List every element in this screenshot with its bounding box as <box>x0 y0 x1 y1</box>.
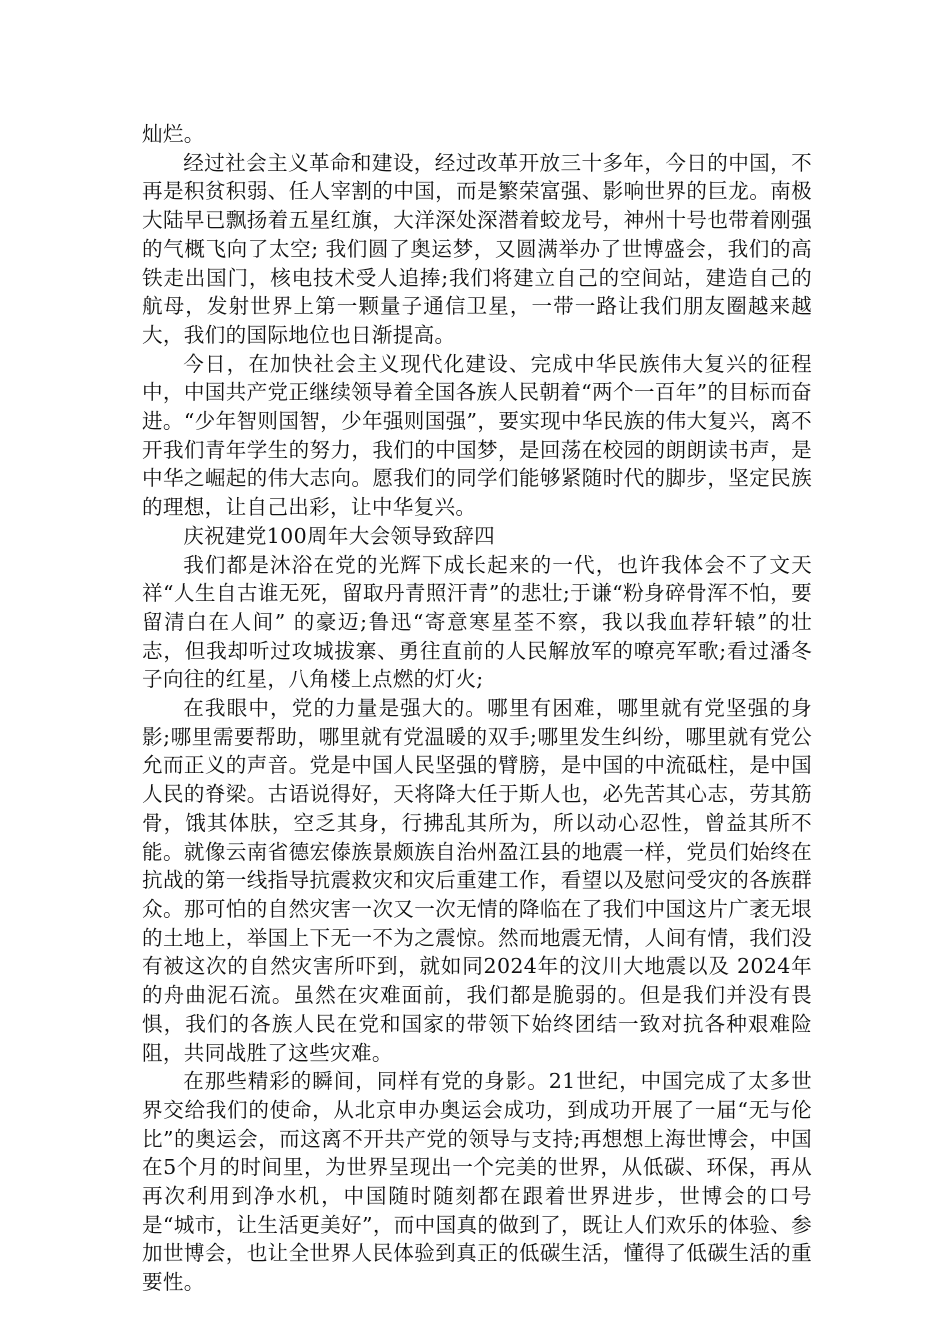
paragraph-5: 在我眼中，党的力量是强大的。哪里有困难，哪里就有党坚强的身影;哪里需要帮助，哪里就有党温暖的双手;哪里发生纠纷，哪里就有党公允而正义的声音。党是中国人民坚强的臂膀，是中国的中流砥柱，是中国人民的脊梁。古语说得好，天将降大任于斯人也，必先苦其心志，劳其筋骨，饿其体肤，空乏其身，行拂乱其所为，所以动心忍性，曾益其所不能。就像云南省德宏傣族景颇族自治州盈江县的地震一样，党员们始终在抗战的第一线指导抗震救灾和灾后重建工作，看望以及慰问受灾的各族群众。那可怕的自然灾害一次又一次无情的降临在了我们中国这片广袤无垠的土地上，举国上下无一不为之震惊。然而地震无情，人间有情，我们没有被这次的自然灾害所吓到，就如同2024年的汶川大地震以及 2024年的舟曲泥石流。虽然在灾难面前，我们都是脆弱的。但是我们并没有畏惧，我们的各族人民在党和国家的带领下始终团结一致对抗各种艰难险阻，共同战胜了这些灾难。 <box>142 696 812 1065</box>
document-page <box>142 120 812 1297</box>
paragraph-3: 今日，在加快社会主义现代化建设、完成中华民族伟大复兴的征程中，中国共产党正继续领导着全国各族人民朝着“两个一百年”的目标而奋进。“少年智则国智，少年强则国强”，要实现中华民族的伟大复兴，离不开我们青年学生的努力，我们的中国梦，是回荡在校园的朗朗读书声，是中华之崛起的伟大志向。愿我们的同学们能够紧随时代的脚步，坚定民族的理想，让自己出彩，让中华复兴。 <box>142 351 812 520</box>
paragraph-4: 我们都是沐浴在党的光辉下成长起来的一代，也许我体会不了文天祥“人生自古谁无死，留取丹青照汗青”的悲壮;于谦“粉身碎骨浑不怕，要留清白在人间” 的豪迈;鲁迅“寄意寒星荃不察，我以我血荐轩辕”的壮志，但我却听过攻城拔寨、勇往直前的人民解放军的嘹亮军歌;看过潘冬子向往的红星，八角楼上点燃的灯火; <box>142 552 812 692</box>
paragraph-2: 经过社会主义革命和建设，经过改革开放三十多年，今日的中国，不再是积贫积弱、任人宰割的中国，而是繁荣富强、影响世界的巨龙。南极大陆早已飘扬着五星红旗，大洋深处深潜着蛟龙号，神州十号也带着刚强的气概飞向了太空; 我们圆了奥运梦，又圆满举办了世博盛会，我们的高铁走出国门，核电技术受人追捧;我们将建立自己的空间站，建造自己的航母，发射世界上第一颗量子通信卫星，一带一路让我们朋友圈越来越大，我们的国际地位也日渐提高。 <box>142 150 812 347</box>
paragraph-1: 灿烂。 <box>142 122 205 146</box>
paragraph-6: 在那些精彩的瞬间，同样有党的身影。21世纪，中国完成了太多世界交给我们的使命，从北京申办奥运会成功，到成功开展了一届“无与伦比”的奥运会，而这离不开共产党的领导与支持;再想想上海世博会，中国在5个月的时间里，为世界呈现出一个完美的世界，从低碳、环保，再从再次利用到净水机，中国随时随刻都在跟着世界进步，世博会的口号是“城市，让生活更美好”，而中国真的做到了，既让人们欢乐的体验、参加世博会，也让全世界人民体验到真正的低碳生活，懂得了低碳生活的重要性。 <box>142 1069 812 1295</box>
section-heading: 庆祝建党100周年大会领导致辞四 <box>183 523 496 548</box>
